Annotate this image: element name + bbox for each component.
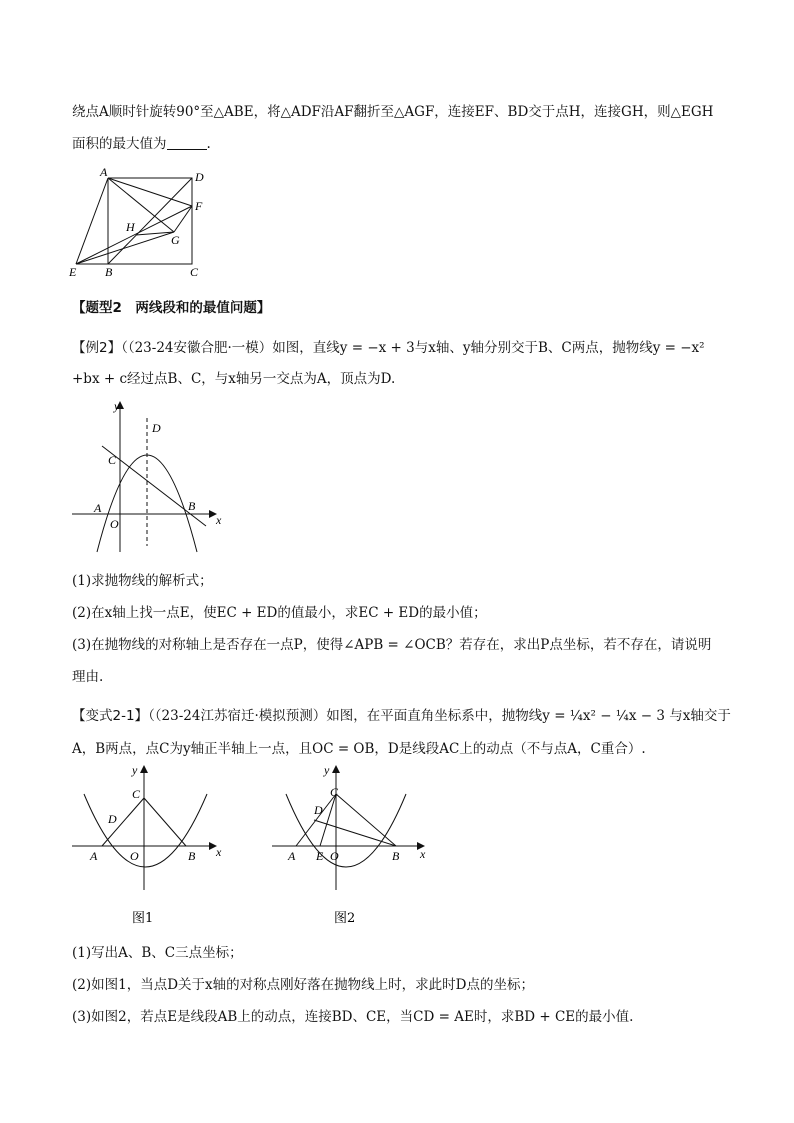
label-F: F xyxy=(195,199,203,213)
label-A: A xyxy=(100,165,108,179)
parabola-figure xyxy=(66,396,236,556)
label-D: D xyxy=(195,170,204,184)
variant-q1: (1)写出A、B、C三点坐标； xyxy=(72,945,243,961)
label-D: D xyxy=(152,421,161,435)
square-figure xyxy=(66,164,216,278)
intro-line-2 xyxy=(72,132,211,152)
label-O: O xyxy=(330,849,339,863)
axis-label-x: x xyxy=(216,845,222,859)
label-A: A xyxy=(288,849,296,863)
label-E: E xyxy=(69,265,77,278)
intro-line-2-end: . xyxy=(206,136,211,152)
label-B: B xyxy=(188,849,196,863)
example2-q3-line-1: (3)在抛物线的对称轴上是否存在一点P，使得∠APB = ∠OCB？若存在，求出P点坐标，若不存在，请说明 xyxy=(72,637,712,653)
label-B: B xyxy=(188,499,196,513)
label-B: B xyxy=(392,849,400,863)
label-C: C xyxy=(132,787,141,801)
label-D: D xyxy=(314,803,323,817)
label-O: O xyxy=(110,517,119,531)
example2-q1: (1)求抛物线的解析式； xyxy=(72,573,213,589)
variant-tag: 【变式2-1】 xyxy=(72,708,149,724)
figure-2-caption: 图2 xyxy=(334,911,356,926)
label-A: A xyxy=(90,849,98,863)
variant-line-2: A，B两点，点C为y轴正半轴上一点，且OC = OB，D是线段AC上的动点（不与点A，C重合）. xyxy=(72,741,646,757)
example2-q3-line-2: 理由. xyxy=(72,669,104,685)
label-H: H xyxy=(126,220,135,234)
intro-line-2-text: 面积的最大值为 xyxy=(72,136,167,152)
example2-line-2: +bx + c经过点B、C，与x轴另一交点为A，顶点为D. xyxy=(72,371,396,387)
label-C: C xyxy=(108,453,117,467)
axis-label-y: y xyxy=(114,399,120,413)
label-C: C xyxy=(190,265,199,278)
label-O: O xyxy=(130,849,139,863)
variant-q2: (2)如图1，当点D关于x轴的对称点刚好落在抛物线上时，求此时D点的坐标； xyxy=(72,977,534,993)
label-B: B xyxy=(105,265,113,278)
label-C: C xyxy=(330,785,339,799)
example2-text-1: （（23-24安徽合肥·一模）如图，直线y = −x + 3与x轴、y轴分别交于B、C两点，抛物线y = −x² xyxy=(121,340,705,356)
axis-label-x: x xyxy=(216,513,222,527)
figure-2 xyxy=(266,762,436,932)
variant-text-1: （（23-24江苏宿迁·模拟预测）如图，在平面直角坐标系中，抛物线y = ¼x² − ¼x − 3 与x轴交于 xyxy=(148,708,731,724)
variant-line-1 xyxy=(72,704,731,724)
variant-q3: (3)如图2，若点E是线段AB上的动点，连接BD、CE，当CD = AE时，求BD + CE的最小值. xyxy=(72,1009,634,1025)
axis-label-y: y xyxy=(132,763,138,777)
example2-line-1 xyxy=(72,336,705,356)
section-heading: 【题型2 两线段和的最值问题】 xyxy=(72,300,271,316)
axis-label-x: x xyxy=(420,847,426,861)
intro-line-1: 绕点A顺时针旋转90°至△ABE，将△ADF沿AF翻折至△AGF，连接EF、BD交于点H，连接GH，则△EGH xyxy=(72,104,714,120)
example2-q2: (2)在x轴上找一点E，使EC + ED的值最小，求EC + ED的最小值； xyxy=(72,605,487,621)
axis-label-y: y xyxy=(324,763,330,777)
answer-blank xyxy=(167,135,207,150)
label-A: A xyxy=(94,501,102,515)
figure-1 xyxy=(66,762,236,932)
figure-1-caption: 图1 xyxy=(132,911,154,926)
label-E: E xyxy=(316,849,324,863)
label-G: G xyxy=(171,233,180,247)
example2-tag: 【例2】 xyxy=(72,340,122,356)
label-D: D xyxy=(108,812,117,826)
